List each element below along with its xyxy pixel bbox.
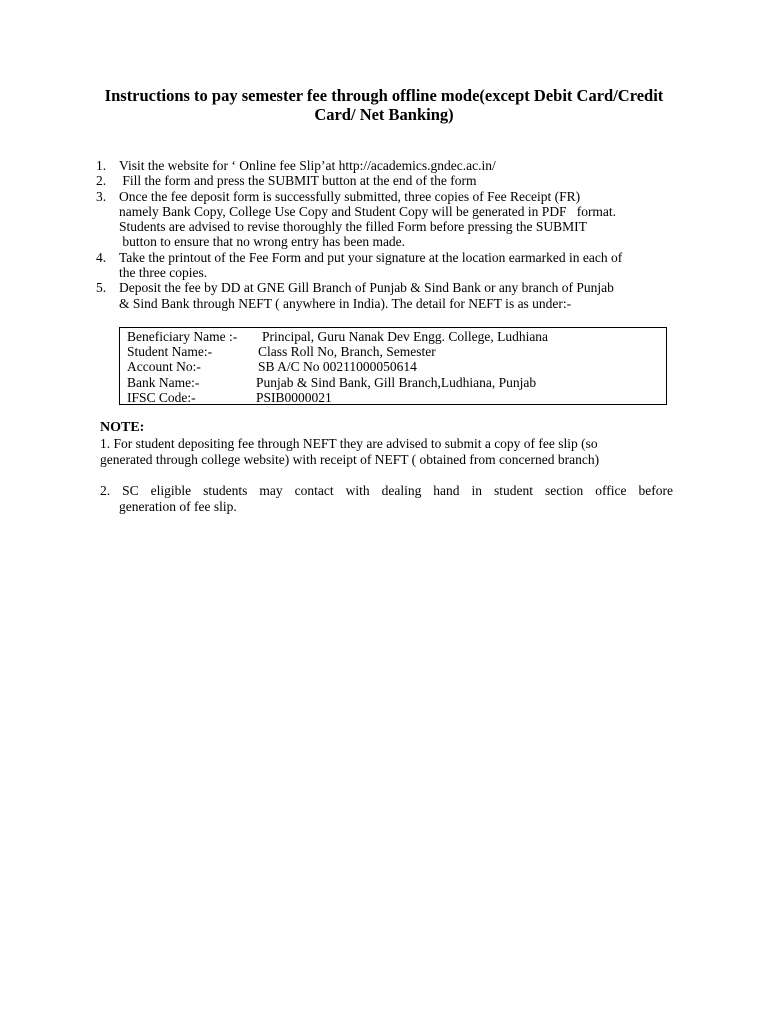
note-2-line-2: generation of fee slip. — [119, 498, 237, 514]
neft-detail-label: IFSC Code:- — [127, 389, 196, 405]
step-text-line: Fill the form and press the SUBMIT button at the end of the form — [119, 173, 477, 189]
neft-details-box — [119, 327, 667, 405]
note-item-2 — [100, 483, 673, 514]
step-text-line: & Sind Bank through NEFT ( anywhere in India). The detail for NEFT is as under:- — [119, 295, 572, 311]
neft-detail-label: Account No:- — [127, 359, 201, 375]
neft-detail-row — [127, 359, 666, 374]
neft-detail-row — [127, 329, 666, 344]
step-text — [119, 158, 696, 173]
title-line-1: Instructions to pay semester fee through offline mode(except Debit Card/Credit — [104, 86, 664, 105]
neft-detail-value: Principal, Guru Nanak Dev Engg. College, Ludhiana — [262, 329, 549, 344]
neft-detail-label: Beneficiary Name :- — [127, 329, 238, 344]
document-title — [60, 86, 708, 124]
step-number: 1. — [96, 158, 107, 173]
note-1-line-2: generated through college website) with receipt of NEFT ( obtained from concerned branch) — [100, 451, 600, 467]
step-number: 4. — [96, 249, 107, 265]
note-1-line-1: 1. For student depositing fee through NEFT they are advised to submit a copy of fee slip (so — [100, 436, 598, 451]
step-text-line: namely Bank Copy, College Use Copy and Student Copy will be generated in PDF format. — [119, 203, 617, 219]
step-number: 3. — [96, 188, 107, 204]
step-text — [119, 189, 696, 250]
step-number: 5. — [96, 280, 107, 296]
note-item-1 — [100, 436, 690, 467]
step-text — [119, 173, 696, 188]
step-number: 2. — [96, 173, 107, 189]
note-2-line-1: 2. SC eligible students may contact with dealing hand in student section office before — [100, 483, 673, 498]
neft-detail-row — [127, 390, 666, 405]
neft-detail-row — [127, 344, 666, 359]
step-text — [119, 250, 696, 281]
neft-detail-value: SB A/C No 00211000050614 — [258, 359, 417, 375]
neft-detail-label: Bank Name:- — [127, 374, 200, 390]
step-text-line: the three copies. — [119, 265, 208, 281]
step-item — [96, 250, 696, 281]
step-item — [96, 280, 696, 311]
step-text-line: button to ensure that no wrong entry has been made. — [119, 234, 406, 250]
step-text-line: Visit the website for ‘ Online fee Slip’at http://academics.gndec.ac.in/ — [119, 158, 496, 173]
neft-detail-value: Class Roll No, Branch, Semester — [258, 344, 436, 360]
step-text-line: Deposit the fee by DD at GNE Gill Branch of Punjab & Sind Bank or any branch of Punjab — [119, 280, 614, 296]
neft-detail-value: Punjab & Sind Bank, Gill Branch,Ludhiana, Punjab — [256, 374, 537, 390]
neft-detail-row — [127, 375, 666, 390]
title-line-2: Card/ Net Banking) — [314, 105, 454, 124]
instruction-steps-list — [96, 158, 696, 311]
step-text-line: Once the fee deposit form is successfully submitted, three copies of Fee Receipt (FR) — [119, 188, 581, 204]
step-item — [96, 189, 696, 250]
step-text-line: Students are advised to revise thoroughly the filled Form before pressing the SUBMIT — [119, 219, 587, 235]
step-text — [119, 280, 696, 311]
neft-detail-label: Student Name:- — [127, 344, 213, 360]
step-item — [96, 173, 696, 188]
note-heading: NOTE: — [100, 420, 145, 435]
step-item — [96, 158, 696, 173]
neft-detail-value: PSIB0000021 — [256, 389, 332, 405]
step-text-line: Take the printout of the Fee Form and put your signature at the location earmarked in each of — [119, 249, 623, 265]
